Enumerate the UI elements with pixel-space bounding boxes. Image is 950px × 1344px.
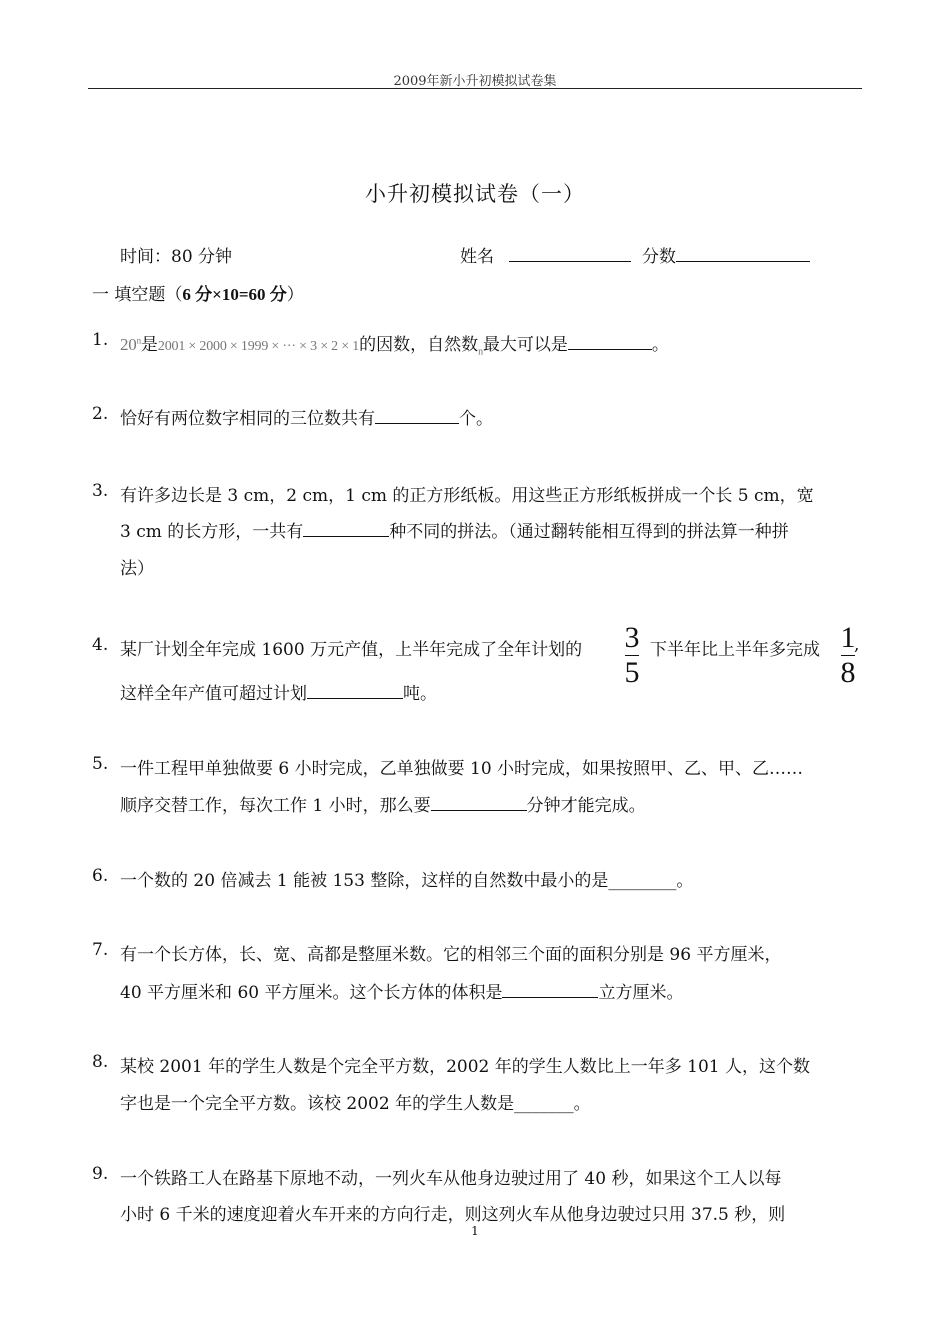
variable-n: n bbox=[478, 346, 483, 358]
question-text: 种不同的拼法。（通过翻转能相互得到的拼法算一种拼 bbox=[389, 522, 789, 542]
question-line bbox=[120, 330, 669, 357]
question-line: 下半年比上半年多完成 bbox=[650, 640, 820, 660]
expr-exponent: n bbox=[136, 335, 141, 346]
question-line: 某校 2001 年的学生人数是个完全平方数，2002 年的学生人数比上一年多 101 人，这个数 bbox=[120, 1057, 810, 1077]
fraction-numerator: 1 bbox=[840, 621, 856, 654]
question-line bbox=[120, 404, 493, 429]
question-text: 的因数，自然数 bbox=[359, 335, 479, 355]
time-label: 时间：80 分钟 bbox=[120, 247, 233, 267]
question-text: 3 cm 的长方形，一共有 bbox=[120, 522, 304, 542]
question-line: 有一个长方体，长、宽、高都是整厘米数。它的相邻三个面的面积分别是 96 平方厘米， bbox=[120, 945, 782, 965]
question-text: 。 bbox=[651, 335, 669, 355]
page-title: 小升初模拟试卷（一） bbox=[365, 182, 585, 206]
answer-blank bbox=[375, 405, 459, 424]
question-line bbox=[120, 679, 437, 704]
question-number: 7. bbox=[92, 940, 109, 960]
section-prefix: 一 填空题（ bbox=[92, 285, 183, 305]
question-line: 一个铁路工人在路基下原地不动，一列火车从他身边驶过用了 40 秒，如果这个工人以每 bbox=[120, 1169, 782, 1189]
question-line: 字也是一个完全平方数。该校 2002 年的学生人数是_______。 bbox=[120, 1094, 591, 1114]
section-suffix: ） bbox=[286, 285, 304, 305]
answer-blank bbox=[431, 792, 527, 811]
question-text: , bbox=[854, 635, 860, 655]
question-text: 40 平方厘米和 60 平方厘米。这个长方体的体积是 bbox=[120, 983, 503, 1003]
answer-blank bbox=[502, 979, 598, 998]
fraction-one-eighth bbox=[835, 623, 861, 688]
name-blank bbox=[509, 243, 631, 262]
section-heading bbox=[92, 280, 304, 305]
question-line bbox=[120, 978, 683, 1003]
question-number: 9. bbox=[92, 1164, 109, 1184]
answer-blank bbox=[568, 331, 652, 350]
running-header: 2009年新小升初模拟试卷集 bbox=[393, 74, 557, 89]
question-number: 1. bbox=[92, 330, 109, 350]
score-field bbox=[642, 242, 810, 267]
question-text: 恰好有两位数字相同的三位数共有 bbox=[120, 409, 375, 429]
question-line: 一件工程甲单独做要 6 小时完成，乙单独做要 10 小时完成，如果按照甲、乙、甲、乙…… bbox=[120, 759, 804, 779]
expr-base: 20 bbox=[120, 335, 137, 354]
fraction-numerator: 3 bbox=[624, 621, 640, 654]
header-rule bbox=[88, 88, 862, 89]
answer-blank bbox=[303, 518, 389, 537]
page-number: 1 bbox=[471, 1224, 479, 1238]
question-number: 8. bbox=[92, 1052, 109, 1072]
answer-blank bbox=[307, 680, 403, 699]
question-line: 一个数的 20 倍减去 1 能被 153 整除，这样的自然数中最小的是________。 bbox=[120, 871, 694, 891]
question-line bbox=[120, 517, 789, 542]
question-line: 法） bbox=[120, 559, 154, 579]
question-line: 有许多边长是 3 cm，2 cm，1 cm 的正方形纸板。用这些正方形纸板拼成一个长 5 cm，宽 bbox=[120, 486, 814, 506]
score-label: 分数 bbox=[642, 247, 676, 267]
factorial-expression: 2001 × 2000 × 1999 × ··· × 3 × 2 × 1 bbox=[157, 339, 360, 354]
question-text: 顺序交替工作，每次工作 1 小时，那么要 bbox=[120, 796, 431, 816]
score-blank bbox=[676, 243, 810, 262]
question-text: 吨。 bbox=[403, 684, 437, 704]
question-line bbox=[120, 791, 646, 816]
fraction-denominator: 5 bbox=[624, 656, 640, 689]
question-number: 5. bbox=[92, 754, 109, 774]
question-number: 2. bbox=[92, 404, 109, 424]
fraction-three-fifths bbox=[619, 623, 645, 688]
question-text: 最大可以是 bbox=[482, 335, 568, 355]
question-number: 6. bbox=[92, 866, 109, 886]
question-number: 4. bbox=[92, 635, 109, 655]
section-marks: 6 分×10=60 分 bbox=[182, 285, 287, 304]
question-line: 某厂计划全年完成 1600 万元产值，上半年完成了全年计划的 bbox=[120, 640, 583, 660]
question-number: 3. bbox=[92, 481, 109, 501]
question-text: 立方厘米。 bbox=[598, 983, 684, 1003]
name-label: 姓名 bbox=[460, 247, 494, 267]
question-text: 分钟才能完成。 bbox=[526, 796, 646, 816]
name-field bbox=[460, 242, 631, 267]
question-line: 小时 6 千米的速度迎着火车开来的方向行走，则这列火车从他身边驶过只用 37.5 秒，则 bbox=[120, 1205, 786, 1225]
question-text: 是 bbox=[140, 335, 158, 355]
question-text: 这样全年产值可超过计划 bbox=[120, 684, 307, 704]
fraction-denominator: 8 bbox=[840, 656, 856, 689]
question-text: 个。 bbox=[459, 409, 493, 429]
